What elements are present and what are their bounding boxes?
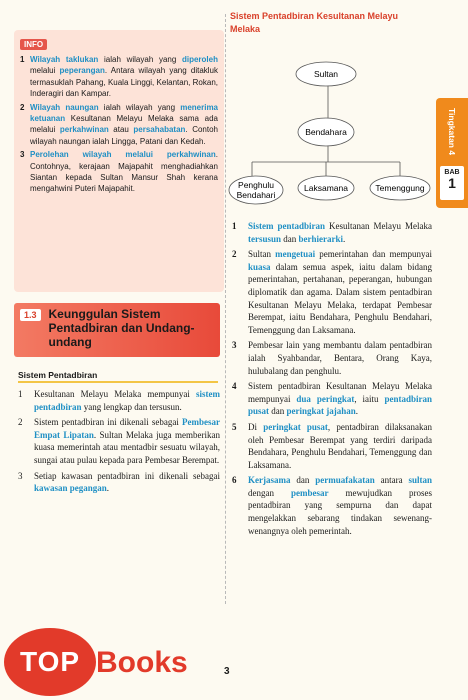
right-item-number: 2	[232, 249, 237, 260]
left-numbered-list	[18, 388, 220, 498]
right-item	[232, 380, 432, 418]
keyword-highlight: menerima ketuanan	[30, 102, 218, 124]
node-sultan-label: Sultan	[313, 69, 339, 79]
info-box	[14, 30, 224, 292]
right-item-text	[248, 339, 432, 377]
text-run: Di	[248, 421, 264, 432]
info-item-text	[30, 102, 218, 148]
text-run: dalam semua aspek, iaitu dalam bidang pemerintahan, pertahanan, peperangan, hubungan diplomatik dan agama. Dalam sistem pentadbiran Kesultanan Melayu Melaka, terdapat Pembesar Berempat, iaitu Bendahara, Penghulu Bendahari, Temenggung dan Laksamana.	[248, 261, 432, 335]
info-item-number: 2	[20, 102, 25, 112]
info-item-number: 1	[20, 55, 25, 64]
keyword-highlight: sultan	[408, 475, 433, 486]
keyword-highlight: kawasan pegangan	[34, 483, 107, 494]
info-item-number: 3	[20, 150, 25, 160]
right-item-number: 6	[232, 475, 237, 486]
keyword-highlight: Wilayah naungan	[30, 102, 99, 112]
keyword-highlight: peperangan	[59, 66, 105, 76]
left-item-text	[34, 388, 220, 413]
text-run: Sistem pentadbiran ini dikenali sebagai	[34, 417, 182, 428]
left-item-number: 2	[18, 417, 23, 428]
text-run: .	[355, 406, 359, 417]
info-item	[20, 54, 218, 100]
keyword-highlight: Kerjasama	[248, 475, 291, 486]
text-run: . Contoh wilayah naungan ialah Lingga, Patani dan Kedah.	[30, 125, 218, 146]
node-bendahara-label: Bendahara	[305, 127, 347, 137]
text-run: Sistem pentadbiran Kesultanan Melayu Melaka mempunyai	[248, 381, 432, 404]
right-item-text	[248, 474, 432, 537]
right-item-number: 1	[232, 221, 237, 231]
text-run: Pembesar lain yang membantu dalam pentadbiran ialah Syahbandar, Bentara, Orang Kaya, hulubalang dan penghulu.	[248, 340, 432, 376]
keyword-highlight: persahabatan	[133, 125, 186, 135]
right-item	[232, 421, 432, 471]
keyword-highlight: mengetuai	[275, 249, 316, 260]
text-run: .	[343, 233, 346, 244]
text-run: dengan	[248, 487, 291, 498]
keyword-highlight: peringkat pusat	[263, 421, 328, 432]
text-run: yang lengkap dan tersusun.	[81, 401, 182, 412]
keyword-highlight: pembesar	[291, 487, 329, 498]
info-item-text	[30, 54, 218, 100]
info-item	[20, 102, 218, 148]
page-number: 3	[224, 666, 230, 677]
right-item-text	[248, 220, 432, 245]
info-list	[20, 54, 218, 195]
text-run: Kesultanan Melayu Melaka mempunyai	[34, 389, 196, 399]
section-title: Keunggulan Sistem Pentadbiran dan Undang-undang	[48, 307, 195, 349]
text-run: , iaitu	[354, 393, 385, 404]
keyword-highlight: Wilayah taklukan	[30, 55, 99, 64]
keyword-highlight: perkahwinan	[59, 125, 109, 135]
keyword-highlight: tersusun	[248, 233, 282, 244]
text-run: dan	[269, 406, 287, 417]
keyword-highlight: Sistem pentadbiran	[248, 221, 326, 231]
node-temenggung-label: Temenggung	[375, 183, 425, 193]
logo-top-text: TOP	[19, 646, 81, 677]
left-item-number: 1	[18, 389, 23, 399]
topbooks-logo	[0, 620, 200, 700]
text-run: atau	[108, 125, 134, 135]
text-run: dan	[290, 475, 316, 486]
section-header	[14, 303, 220, 357]
keyword-highlight: Perolehan wilayah melalui perkahwinan	[30, 150, 216, 160]
text-run: ialah wilayah yang	[98, 55, 182, 64]
right-item	[232, 248, 432, 336]
right-item-text	[248, 248, 432, 336]
text-run: mewujudkan proses pentadbiran yang sempurna dan dapat mengelakkan sebarang tindakan sewenang-wenangnya oleh pemerintah.	[248, 487, 432, 536]
text-run: Kesultanan Melayu Melaka sama ada melalui	[30, 114, 218, 135]
column-divider	[225, 14, 226, 604]
right-item	[232, 474, 432, 537]
text-run: Sultan	[248, 249, 276, 260]
keyword-highlight: berhierarki	[298, 233, 344, 244]
right-item-text	[248, 380, 432, 418]
right-item-number: 3	[232, 340, 237, 351]
left-item	[18, 388, 220, 413]
subheading-underline	[18, 381, 218, 383]
right-item-text	[248, 421, 432, 471]
bab-box	[440, 166, 464, 200]
node-penghulu-label-line2: Bendahari	[236, 190, 276, 200]
keyword-highlight: dua peringkat	[296, 393, 355, 404]
keyword-highlight: permuafakatan	[315, 475, 375, 486]
text-run: . Antara wilayah yang ditakluk termasuklah Pahang, Kuala Linggi, Kelantan, Rokan, Inderagiri dan Kampar.	[30, 66, 218, 99]
text-run: .	[106, 483, 110, 494]
text-run: Kesultanan Melayu Melaka	[325, 221, 432, 231]
text-run: ialah wilayah yang	[98, 102, 181, 112]
info-label: INFO	[20, 39, 47, 50]
hierarchy-diagram	[228, 58, 432, 208]
text-run: dan	[281, 233, 299, 244]
right-item-number: 4	[232, 381, 237, 392]
text-run: . Sultan Melaka juga memberikan kuasa memerintah atau mentadbir sesuatu wilayah, sungai atau pulau kepada para Pembesar Berempat.	[34, 429, 221, 465]
diagram-title: Sistem Pentadbiran Kesultanan Melayu Melaka	[230, 11, 399, 34]
left-item-number: 3	[18, 470, 23, 481]
subheading-sistem-pentadbiran: Sistem Pentadbiran	[18, 370, 98, 380]
right-item	[232, 220, 432, 245]
right-item	[232, 339, 432, 377]
tingkatan-label: Tingkatan 4	[447, 108, 457, 156]
left-item	[18, 470, 220, 495]
right-numbered-list	[232, 220, 432, 540]
text-run: . Contohnya, kerajaan Majapahit menghadiahkan Siantan kepada Sultan Mansur Shah kerana mengahwini Puteri Majapahit.	[30, 150, 218, 194]
bab-label: BAB	[444, 169, 460, 176]
logo-books-text: Books	[96, 646, 188, 679]
node-penghulu-label-line1: Penghulu	[238, 180, 274, 190]
keyword-highlight: diperoleh	[181, 55, 218, 64]
keyword-highlight: pentadbiran pusat	[248, 393, 432, 417]
left-item	[18, 416, 220, 466]
text-run: Setiap kawasan pentadbiran ini dikenali sebagai	[34, 470, 220, 481]
node-laksamana-label: Laksamana	[304, 183, 348, 193]
left-item-text	[34, 470, 220, 495]
hierarchy-svg	[228, 58, 432, 208]
section-number: 1.3	[20, 309, 41, 321]
right-item-number: 5	[232, 421, 237, 432]
bab-number: 1	[448, 175, 456, 191]
left-item-text	[34, 416, 220, 466]
text-run: pemerintahan dan mempunyai	[315, 249, 432, 260]
keyword-highlight: Pembesar Empat Lipatan	[34, 417, 220, 440]
info-item-text	[30, 149, 218, 195]
info-item	[20, 149, 218, 195]
logo-circle	[4, 628, 96, 696]
chapter-side-tab	[436, 98, 468, 208]
text-run: , pentadbiran dilaksanakan oleh Pembesar Berempat yang terdiri daripada Bendahara, Penghulu Bendahari, Temenggung dan Laksamana.	[248, 421, 433, 470]
text-run: melalui	[30, 66, 60, 76]
keyword-highlight: kuasa	[248, 261, 271, 272]
keyword-highlight: peringkat jajahan	[286, 406, 356, 417]
text-run: antara	[374, 475, 409, 486]
keyword-highlight: sistem pentadbiran	[34, 389, 220, 412]
